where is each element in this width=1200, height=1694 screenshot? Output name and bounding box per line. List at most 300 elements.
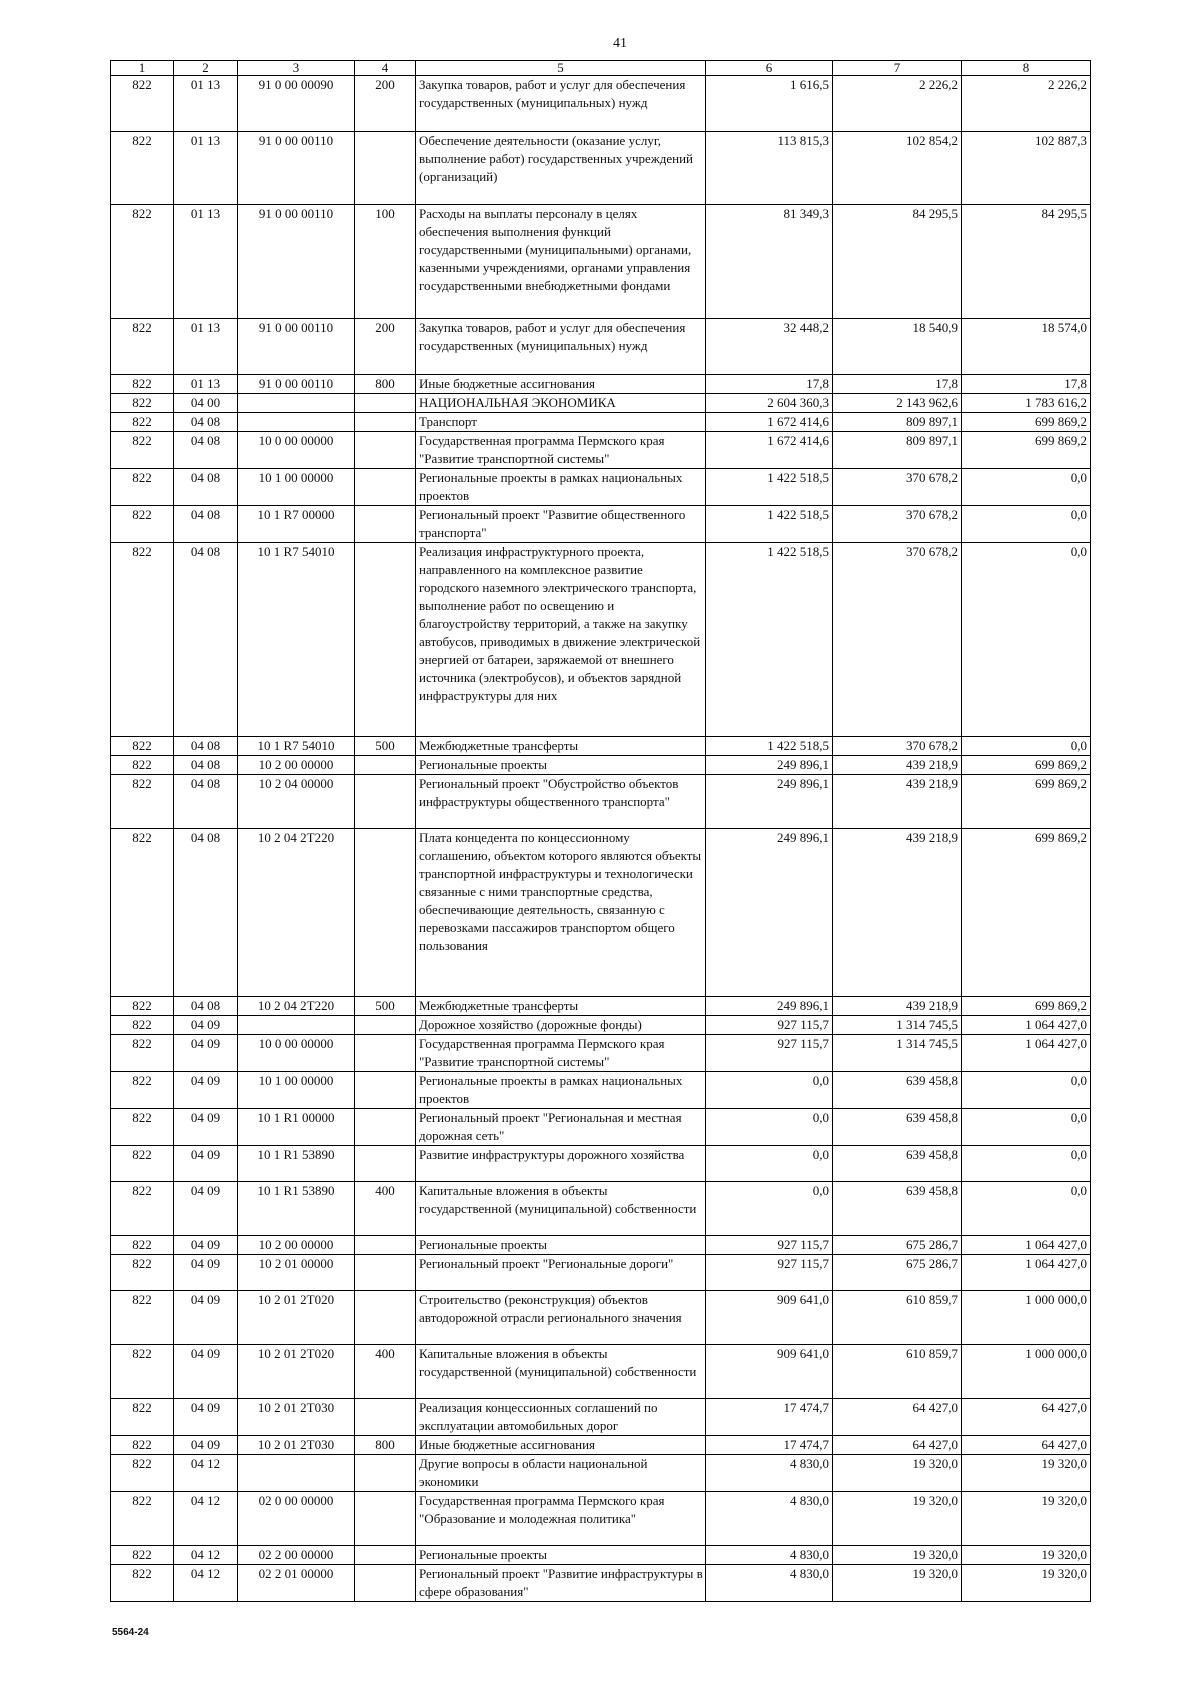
cell-col-8: 1 064 427,0 — [962, 1035, 1091, 1072]
cell-col-5: Иные бюджетные ассигнования — [416, 1436, 706, 1455]
cell-col-2: 01 13 — [174, 375, 238, 394]
cell-col-4 — [355, 1291, 416, 1345]
cell-col-6: 113 815,3 — [706, 132, 833, 205]
cell-col-1: 822 — [111, 469, 174, 506]
cell-col-4: 400 — [355, 1345, 416, 1399]
table-row — [111, 319, 1091, 375]
column-header: 4 — [355, 61, 416, 76]
cell-col-3: 10 2 01 2Т030 — [238, 1399, 355, 1436]
cell-col-8: 84 295,5 — [962, 205, 1091, 319]
cell-col-8: 1 064 427,0 — [962, 1236, 1091, 1255]
cell-col-1: 822 — [111, 319, 174, 375]
cell-col-5: Закупка товаров, работ и услуг для обеспечения государственных (муниципальных) нужд — [416, 76, 706, 132]
column-header: 6 — [706, 61, 833, 76]
cell-col-2: 04 09 — [174, 1016, 238, 1035]
cell-col-5: Государственная программа Пермского края "Образование и молодежная политика" — [416, 1492, 706, 1546]
table-body — [111, 76, 1091, 1602]
cell-col-2: 04 09 — [174, 1436, 238, 1455]
cell-col-5: Региональные проекты в рамках национальных проектов — [416, 1072, 706, 1109]
cell-col-7: 19 320,0 — [833, 1455, 962, 1492]
cell-col-4: 800 — [355, 375, 416, 394]
table-row — [111, 1016, 1091, 1035]
cell-col-3: 10 2 01 00000 — [238, 1255, 355, 1291]
table-row — [111, 1236, 1091, 1255]
cell-col-4 — [355, 756, 416, 775]
cell-col-5: Расходы на выплаты персоналу в целях обеспечения выполнения функций государственными (муниципальными) органами, казенными учреждениями, органами управления государственными внебюджетными фондами — [416, 205, 706, 319]
document-code: 5564-24 — [112, 1627, 149, 1638]
cell-col-8: 699 869,2 — [962, 432, 1091, 469]
cell-col-4: 500 — [355, 997, 416, 1016]
cell-col-6: 17,8 — [706, 375, 833, 394]
cell-col-1: 822 — [111, 506, 174, 543]
cell-col-7: 439 218,9 — [833, 775, 962, 829]
cell-col-6: 0,0 — [706, 1182, 833, 1236]
cell-col-3: 10 2 01 2Т020 — [238, 1291, 355, 1345]
cell-col-7: 610 859,7 — [833, 1291, 962, 1345]
cell-col-4: 400 — [355, 1182, 416, 1236]
budget-table — [110, 60, 1091, 1602]
table-row — [111, 132, 1091, 205]
cell-col-2: 04 09 — [174, 1291, 238, 1345]
table-row — [111, 1291, 1091, 1345]
cell-col-6: 4 830,0 — [706, 1455, 833, 1492]
cell-col-3: 10 2 04 2Т220 — [238, 997, 355, 1016]
table-row — [111, 1109, 1091, 1146]
cell-col-1: 822 — [111, 1182, 174, 1236]
cell-col-1: 822 — [111, 737, 174, 756]
cell-col-5: Региональные проекты — [416, 756, 706, 775]
cell-col-4 — [355, 394, 416, 413]
cell-col-5: Плата концедента по концессионному соглашению, объектом которого являются объекты транспортной инфраструктуры и технологически связанные с ними транспортные средства, обеспечивающие деятельность, связанную с перевозками пассажиров транспортом общего пользования — [416, 829, 706, 997]
cell-col-7: 84 295,5 — [833, 205, 962, 319]
cell-col-6: 2 604 360,3 — [706, 394, 833, 413]
cell-col-4 — [355, 1072, 416, 1109]
cell-col-5: Региональные проекты в рамках национальных проектов — [416, 469, 706, 506]
cell-col-4: 200 — [355, 76, 416, 132]
cell-col-8: 19 320,0 — [962, 1455, 1091, 1492]
cell-col-3: 10 1 R7 54010 — [238, 543, 355, 737]
cell-col-8: 1 064 427,0 — [962, 1016, 1091, 1035]
table-row — [111, 829, 1091, 997]
cell-col-4 — [355, 413, 416, 432]
cell-col-2: 04 09 — [174, 1255, 238, 1291]
cell-col-2: 04 08 — [174, 737, 238, 756]
cell-col-2: 04 09 — [174, 1109, 238, 1146]
cell-col-2: 04 08 — [174, 432, 238, 469]
cell-col-4 — [355, 1109, 416, 1146]
cell-col-8: 19 320,0 — [962, 1565, 1091, 1602]
cell-col-3: 10 2 04 00000 — [238, 775, 355, 829]
column-header: 1 — [111, 61, 174, 76]
cell-col-5: Обеспечение деятельности (оказание услуг, выполнение работ) государственных учреждений (организаций) — [416, 132, 706, 205]
cell-col-1: 822 — [111, 413, 174, 432]
cell-col-7: 2 226,2 — [833, 76, 962, 132]
cell-col-2: 04 09 — [174, 1345, 238, 1399]
cell-col-2: 04 08 — [174, 775, 238, 829]
cell-col-2: 01 13 — [174, 319, 238, 375]
cell-col-4: 200 — [355, 319, 416, 375]
cell-col-8: 2 226,2 — [962, 76, 1091, 132]
table-row — [111, 205, 1091, 319]
cell-col-7: 370 678,2 — [833, 469, 962, 506]
cell-col-7: 639 458,8 — [833, 1182, 962, 1236]
cell-col-3: 10 0 00 00000 — [238, 432, 355, 469]
cell-col-1: 822 — [111, 1455, 174, 1492]
cell-col-8: 0,0 — [962, 1182, 1091, 1236]
cell-col-1: 822 — [111, 432, 174, 469]
cell-col-5: Реализация инфраструктурного проекта, направленного на комплексное развитие городского наземного электрического транспорта, выполнение работ по освещению и благоустройству территорий, а также на закупку автобусов, приводимых в движение электрической энергией от батареи, заряжаемой от внешнего источника (электробусов), и объектов зарядной инфраструктуры для них — [416, 543, 706, 737]
cell-col-6: 909 641,0 — [706, 1291, 833, 1345]
cell-col-5: Региональные проекты — [416, 1236, 706, 1255]
cell-col-3: 10 1 00 00000 — [238, 469, 355, 506]
cell-col-5: Транспорт — [416, 413, 706, 432]
cell-col-1: 822 — [111, 1072, 174, 1109]
cell-col-2: 04 12 — [174, 1565, 238, 1602]
table-header-row — [111, 61, 1091, 76]
cell-col-4 — [355, 1399, 416, 1436]
cell-col-2: 04 08 — [174, 543, 238, 737]
cell-col-1: 822 — [111, 76, 174, 132]
cell-col-6: 0,0 — [706, 1072, 833, 1109]
cell-col-1: 822 — [111, 1546, 174, 1565]
cell-col-8: 1 000 000,0 — [962, 1345, 1091, 1399]
cell-col-4 — [355, 543, 416, 737]
cell-col-2: 04 08 — [174, 469, 238, 506]
column-header: 3 — [238, 61, 355, 76]
table-row — [111, 1436, 1091, 1455]
table-row — [111, 469, 1091, 506]
cell-col-1: 822 — [111, 756, 174, 775]
table-row — [111, 506, 1091, 543]
cell-col-2: 04 09 — [174, 1182, 238, 1236]
cell-col-5: Государственная программа Пермского края "Развитие транспортной системы" — [416, 1035, 706, 1072]
cell-col-2: 04 12 — [174, 1546, 238, 1565]
cell-col-1: 822 — [111, 543, 174, 737]
cell-col-6: 0,0 — [706, 1146, 833, 1182]
column-header: 2 — [174, 61, 238, 76]
table-row — [111, 1146, 1091, 1182]
cell-col-6: 249 896,1 — [706, 775, 833, 829]
cell-col-1: 822 — [111, 394, 174, 413]
cell-col-5: Региональный проект "Развитие общественного транспорта" — [416, 506, 706, 543]
cell-col-7: 2 143 962,6 — [833, 394, 962, 413]
cell-col-8: 0,0 — [962, 543, 1091, 737]
cell-col-6: 4 830,0 — [706, 1565, 833, 1602]
cell-col-3: 91 0 00 00110 — [238, 132, 355, 205]
table-row — [111, 1072, 1091, 1109]
cell-col-6: 1 422 518,5 — [706, 469, 833, 506]
cell-col-8: 0,0 — [962, 1072, 1091, 1109]
cell-col-3: 10 2 00 00000 — [238, 756, 355, 775]
cell-col-5: Развитие инфраструктуры дорожного хозяйства — [416, 1146, 706, 1182]
cell-col-3: 10 1 R1 00000 — [238, 1109, 355, 1146]
cell-col-2: 04 08 — [174, 756, 238, 775]
cell-col-3: 91 0 00 00110 — [238, 319, 355, 375]
cell-col-7: 370 678,2 — [833, 506, 962, 543]
table-row — [111, 1492, 1091, 1546]
cell-col-3: 91 0 00 00110 — [238, 375, 355, 394]
cell-col-1: 822 — [111, 1146, 174, 1182]
cell-col-5: Региональный проект "Обустройство объектов инфраструктуры общественного транспорта" — [416, 775, 706, 829]
cell-col-5: Закупка товаров, работ и услуг для обеспечения государственных (муниципальных) нужд — [416, 319, 706, 375]
cell-col-2: 04 12 — [174, 1455, 238, 1492]
cell-col-6: 927 115,7 — [706, 1035, 833, 1072]
cell-col-8: 699 869,2 — [962, 775, 1091, 829]
cell-col-1: 822 — [111, 1565, 174, 1602]
cell-col-2: 01 13 — [174, 132, 238, 205]
cell-col-5: НАЦИОНАЛЬНАЯ ЭКОНОМИКА — [416, 394, 706, 413]
cell-col-5: Региональный проект "Региональные дороги" — [416, 1255, 706, 1291]
cell-col-6: 17 474,7 — [706, 1399, 833, 1436]
cell-col-6: 81 349,3 — [706, 205, 833, 319]
cell-col-4: 800 — [355, 1436, 416, 1455]
cell-col-7: 675 286,7 — [833, 1255, 962, 1291]
table-row — [111, 1035, 1091, 1072]
cell-col-7: 439 218,9 — [833, 829, 962, 997]
cell-col-7: 439 218,9 — [833, 756, 962, 775]
cell-col-7: 639 458,8 — [833, 1072, 962, 1109]
cell-col-4 — [355, 506, 416, 543]
cell-col-6: 249 896,1 — [706, 756, 833, 775]
cell-col-7: 610 859,7 — [833, 1345, 962, 1399]
cell-col-5: Капитальные вложения в объекты государственной (муниципальной) собственности — [416, 1182, 706, 1236]
cell-col-1: 822 — [111, 1492, 174, 1546]
cell-col-3: 10 0 00 00000 — [238, 1035, 355, 1072]
cell-col-8: 0,0 — [962, 1146, 1091, 1182]
cell-col-4 — [355, 1492, 416, 1546]
cell-col-3: 10 2 01 2Т030 — [238, 1436, 355, 1455]
cell-col-6: 1 422 518,5 — [706, 737, 833, 756]
cell-col-8: 699 869,2 — [962, 997, 1091, 1016]
cell-col-8: 19 320,0 — [962, 1492, 1091, 1546]
cell-col-7: 675 286,7 — [833, 1236, 962, 1255]
cell-col-4 — [355, 1236, 416, 1255]
cell-col-5: Межбюджетные трансферты — [416, 997, 706, 1016]
cell-col-3: 10 2 00 00000 — [238, 1236, 355, 1255]
table-row — [111, 1565, 1091, 1602]
cell-col-4 — [355, 1146, 416, 1182]
cell-col-8: 0,0 — [962, 506, 1091, 543]
cell-col-4 — [355, 829, 416, 997]
cell-col-8: 0,0 — [962, 469, 1091, 506]
cell-col-7: 1 314 745,5 — [833, 1016, 962, 1035]
cell-col-3: 10 1 R1 53890 — [238, 1146, 355, 1182]
cell-col-3: 10 1 R1 53890 — [238, 1182, 355, 1236]
cell-col-7: 102 854,2 — [833, 132, 962, 205]
table-row — [111, 997, 1091, 1016]
cell-col-7: 370 678,2 — [833, 737, 962, 756]
cell-col-5: Государственная программа Пермского края "Развитие транспортной системы" — [416, 432, 706, 469]
cell-col-1: 822 — [111, 1399, 174, 1436]
cell-col-3 — [238, 413, 355, 432]
cell-col-6: 17 474,7 — [706, 1436, 833, 1455]
cell-col-2: 01 13 — [174, 205, 238, 319]
cell-col-2: 04 09 — [174, 1399, 238, 1436]
cell-col-3 — [238, 1016, 355, 1035]
cell-col-3: 10 2 04 2Т220 — [238, 829, 355, 997]
table-row — [111, 1455, 1091, 1492]
cell-col-4 — [355, 132, 416, 205]
cell-col-7: 64 427,0 — [833, 1399, 962, 1436]
cell-col-8: 102 887,3 — [962, 132, 1091, 205]
cell-col-6: 1 422 518,5 — [706, 543, 833, 737]
cell-col-1: 822 — [111, 997, 174, 1016]
table-row — [111, 76, 1091, 132]
table-row — [111, 775, 1091, 829]
cell-col-4 — [355, 1455, 416, 1492]
cell-col-1: 822 — [111, 1109, 174, 1146]
table-row — [111, 432, 1091, 469]
table-row — [111, 737, 1091, 756]
cell-col-2: 04 00 — [174, 394, 238, 413]
cell-col-6: 249 896,1 — [706, 997, 833, 1016]
cell-col-6: 927 115,7 — [706, 1016, 833, 1035]
cell-col-6: 909 641,0 — [706, 1345, 833, 1399]
table-row — [111, 394, 1091, 413]
table-row — [111, 1546, 1091, 1565]
column-header: 7 — [833, 61, 962, 76]
table-row — [111, 375, 1091, 394]
cell-col-6: 1 422 518,5 — [706, 506, 833, 543]
column-header: 8 — [962, 61, 1091, 76]
table-row — [111, 543, 1091, 737]
cell-col-7: 639 458,8 — [833, 1109, 962, 1146]
table-row — [111, 1182, 1091, 1236]
cell-col-8: 699 869,2 — [962, 756, 1091, 775]
cell-col-5: Межбюджетные трансферты — [416, 737, 706, 756]
cell-col-8: 699 869,2 — [962, 829, 1091, 997]
cell-col-7: 19 320,0 — [833, 1492, 962, 1546]
cell-col-3: 10 1 R7 54010 — [238, 737, 355, 756]
cell-col-3: 91 0 00 00110 — [238, 205, 355, 319]
cell-col-5: Капитальные вложения в объекты государственной (муниципальной) собственности — [416, 1345, 706, 1399]
cell-col-3: 02 0 00 00000 — [238, 1492, 355, 1546]
cell-col-6: 1 616,5 — [706, 76, 833, 132]
cell-col-1: 822 — [111, 1345, 174, 1399]
cell-col-8: 699 869,2 — [962, 413, 1091, 432]
cell-col-2: 04 09 — [174, 1035, 238, 1072]
cell-col-1: 822 — [111, 1255, 174, 1291]
cell-col-7: 439 218,9 — [833, 997, 962, 1016]
cell-col-1: 822 — [111, 1436, 174, 1455]
cell-col-4: 100 — [355, 205, 416, 319]
cell-col-8: 64 427,0 — [962, 1399, 1091, 1436]
cell-col-4 — [355, 1255, 416, 1291]
cell-col-1: 822 — [111, 1016, 174, 1035]
cell-col-6: 927 115,7 — [706, 1236, 833, 1255]
cell-col-4 — [355, 1565, 416, 1602]
cell-col-7: 1 314 745,5 — [833, 1035, 962, 1072]
cell-col-6: 32 448,2 — [706, 319, 833, 375]
cell-col-8: 0,0 — [962, 1109, 1091, 1146]
cell-col-4 — [355, 432, 416, 469]
cell-col-2: 04 09 — [174, 1236, 238, 1255]
cell-col-6: 927 115,7 — [706, 1255, 833, 1291]
cell-col-7: 809 897,1 — [833, 432, 962, 469]
cell-col-3: 10 1 00 00000 — [238, 1072, 355, 1109]
cell-col-6: 1 672 414,6 — [706, 413, 833, 432]
column-header: 5 — [416, 61, 706, 76]
cell-col-8: 0,0 — [962, 737, 1091, 756]
cell-col-7: 18 540,9 — [833, 319, 962, 375]
cell-col-1: 822 — [111, 775, 174, 829]
cell-col-8: 1 000 000,0 — [962, 1291, 1091, 1345]
cell-col-6: 0,0 — [706, 1109, 833, 1146]
cell-col-3 — [238, 394, 355, 413]
cell-col-5: Реализация концессионных соглашений по эксплуатации автомобильных дорог — [416, 1399, 706, 1436]
cell-col-2: 04 08 — [174, 829, 238, 997]
cell-col-7: 639 458,8 — [833, 1146, 962, 1182]
cell-col-1: 822 — [111, 205, 174, 319]
cell-col-1: 822 — [111, 1291, 174, 1345]
cell-col-8: 1 783 616,2 — [962, 394, 1091, 413]
cell-col-3: 02 2 01 00000 — [238, 1565, 355, 1602]
table-row — [111, 1399, 1091, 1436]
cell-col-5: Региональные проекты — [416, 1546, 706, 1565]
cell-col-5: Дорожное хозяйство (дорожные фонды) — [416, 1016, 706, 1035]
cell-col-4 — [355, 1016, 416, 1035]
cell-col-3: 91 0 00 00090 — [238, 76, 355, 132]
cell-col-3: 10 1 R7 00000 — [238, 506, 355, 543]
table-row — [111, 413, 1091, 432]
cell-col-8: 64 427,0 — [962, 1436, 1091, 1455]
cell-col-7: 370 678,2 — [833, 543, 962, 737]
cell-col-6: 249 896,1 — [706, 829, 833, 997]
cell-col-7: 17,8 — [833, 375, 962, 394]
cell-col-2: 04 09 — [174, 1146, 238, 1182]
cell-col-2: 04 08 — [174, 413, 238, 432]
cell-col-8: 1 064 427,0 — [962, 1255, 1091, 1291]
cell-col-2: 04 09 — [174, 1072, 238, 1109]
cell-col-5: Региональный проект "Развитие инфраструктуры в сфере образования" — [416, 1565, 706, 1602]
cell-col-3 — [238, 1455, 355, 1492]
cell-col-7: 64 427,0 — [833, 1436, 962, 1455]
cell-col-2: 01 13 — [174, 76, 238, 132]
table-row — [111, 1345, 1091, 1399]
page-number: 41 — [613, 36, 627, 51]
cell-col-5: Региональный проект "Региональная и местная дорожная сеть" — [416, 1109, 706, 1146]
cell-col-2: 04 08 — [174, 997, 238, 1016]
cell-col-4 — [355, 1546, 416, 1565]
cell-col-7: 19 320,0 — [833, 1546, 962, 1565]
cell-col-5: Иные бюджетные ассигнования — [416, 375, 706, 394]
table-row — [111, 1255, 1091, 1291]
cell-col-3: 02 2 00 00000 — [238, 1546, 355, 1565]
cell-col-6: 4 830,0 — [706, 1492, 833, 1546]
cell-col-5: Другие вопросы в области национальной экономики — [416, 1455, 706, 1492]
cell-col-2: 04 08 — [174, 506, 238, 543]
cell-col-4: 500 — [355, 737, 416, 756]
cell-col-1: 822 — [111, 1035, 174, 1072]
cell-col-7: 809 897,1 — [833, 413, 962, 432]
cell-col-1: 822 — [111, 375, 174, 394]
cell-col-4 — [355, 1035, 416, 1072]
cell-col-4 — [355, 775, 416, 829]
cell-col-6: 4 830,0 — [706, 1546, 833, 1565]
cell-col-1: 822 — [111, 1236, 174, 1255]
cell-col-5: Строительство (реконструкция) объектов автодорожной отрасли регионального значения — [416, 1291, 706, 1345]
cell-col-1: 822 — [111, 829, 174, 997]
cell-col-8: 19 320,0 — [962, 1546, 1091, 1565]
table-row — [111, 756, 1091, 775]
cell-col-8: 17,8 — [962, 375, 1091, 394]
cell-col-6: 1 672 414,6 — [706, 432, 833, 469]
cell-col-7: 19 320,0 — [833, 1565, 962, 1602]
cell-col-1: 822 — [111, 132, 174, 205]
cell-col-2: 04 12 — [174, 1492, 238, 1546]
cell-col-4 — [355, 469, 416, 506]
cell-col-3: 10 2 01 2Т020 — [238, 1345, 355, 1399]
